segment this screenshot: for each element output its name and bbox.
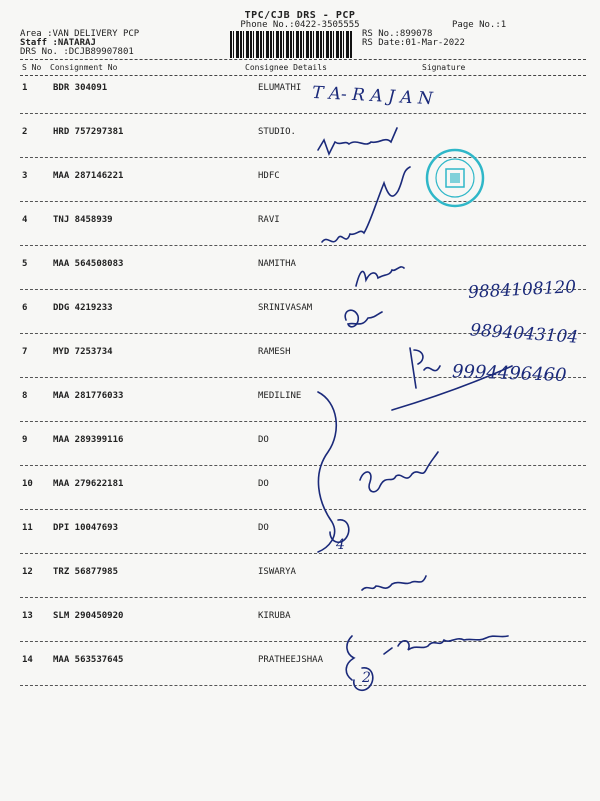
handwritten-phone-2: 9894043104 bbox=[469, 320, 579, 348]
row-consignment-no: MAA 563537645 bbox=[53, 655, 124, 665]
row-sno: 2 bbox=[22, 127, 28, 137]
row-divider bbox=[20, 113, 586, 114]
row-consignee-details: DO bbox=[258, 435, 269, 445]
table-row bbox=[0, 523, 600, 567]
row-consignee-details: MEDILINE bbox=[258, 391, 302, 401]
row-consignment-no: SLM 290450920 bbox=[53, 611, 124, 621]
row-consignee-details: KIRUBA bbox=[258, 611, 291, 621]
drs-number: DRS No. :DCJB89907801 bbox=[20, 47, 134, 57]
row-sno: 9 bbox=[22, 435, 28, 445]
row-sno: 7 bbox=[22, 347, 28, 357]
row-sno: 10 bbox=[22, 479, 33, 489]
staff-label: Staff :NATARAJ bbox=[20, 38, 96, 48]
column-header-signature: Signature bbox=[422, 63, 466, 72]
row-consignment-no: MAA 281776033 bbox=[53, 391, 124, 401]
sheet-title: TPC/CJB DRS - PCP bbox=[244, 10, 356, 21]
row-sno: 1 bbox=[22, 83, 28, 93]
row-consignee-details: DO bbox=[258, 523, 269, 533]
row-divider bbox=[20, 157, 586, 158]
row-consignment-no: MAA 564508083 bbox=[53, 259, 124, 269]
table-row bbox=[0, 215, 600, 259]
row-divider bbox=[20, 553, 586, 554]
table-row bbox=[0, 171, 600, 215]
table-row bbox=[0, 83, 600, 127]
row-consignment-no: DDG 4219233 bbox=[53, 303, 113, 313]
row-consignment-no: MAA 279622181 bbox=[53, 479, 124, 489]
row-sno: 4 bbox=[22, 215, 28, 225]
area-label: Area :VAN DELIVERY PCP bbox=[20, 29, 140, 39]
rs-number: RS No.:899078 bbox=[362, 29, 433, 39]
table-row bbox=[0, 611, 600, 655]
row-consignee-details: DO bbox=[258, 479, 269, 489]
row-divider bbox=[20, 685, 586, 686]
row-consignee-details: NAMITHA bbox=[258, 259, 296, 269]
row-consignment-no: HRD 757297381 bbox=[53, 127, 124, 137]
row-sno: 6 bbox=[22, 303, 28, 313]
row-sno: 8 bbox=[22, 391, 28, 401]
table-row bbox=[0, 479, 600, 523]
row-consignment-no: TNJ 8458939 bbox=[53, 215, 113, 225]
column-header-sno: S No bbox=[22, 63, 42, 72]
table-row bbox=[0, 435, 600, 479]
signature-row-1: T A- R A J A N bbox=[311, 82, 434, 110]
row-consignment-no: TRZ 56877985 bbox=[53, 567, 119, 577]
rs-date: RS Date:01-Mar-2022 bbox=[362, 38, 465, 48]
row-divider bbox=[20, 641, 586, 642]
circled-count-1: 4 bbox=[336, 537, 345, 553]
row-sno: 3 bbox=[22, 171, 28, 181]
table-row bbox=[0, 567, 600, 611]
row-divider bbox=[20, 421, 586, 422]
row-consignee-details: ELUMATHI bbox=[258, 83, 302, 93]
row-consignment-no: MAA 289399116 bbox=[53, 435, 124, 445]
row-consignee-details: STUDIO. bbox=[258, 127, 296, 137]
row-divider bbox=[20, 201, 586, 202]
table-row bbox=[0, 655, 600, 699]
row-sno: 5 bbox=[22, 259, 28, 269]
row-consignment-no: MAA 287146221 bbox=[53, 171, 124, 181]
column-header-consignment: Consignment No bbox=[50, 63, 118, 72]
row-divider bbox=[20, 597, 586, 598]
row-sno: 14 bbox=[22, 655, 33, 665]
row-consignee-details: RAMESH bbox=[258, 347, 291, 357]
page-number: Page No.:1 bbox=[452, 20, 507, 30]
row-consignee-details: PRATHEEJSHAA bbox=[258, 655, 324, 665]
row-consignee-details: ISWARYA bbox=[258, 567, 296, 577]
phone-number: Phone No.:0422-3505555 bbox=[240, 20, 360, 30]
row-sno: 13 bbox=[22, 611, 33, 621]
row-consignment-no: DPI 10047693 bbox=[53, 523, 119, 533]
row-consignee-details: HDFC bbox=[258, 171, 280, 181]
row-sno: 11 bbox=[22, 523, 33, 533]
column-header-details: Consignee Details bbox=[245, 63, 327, 72]
barcode bbox=[230, 31, 352, 58]
row-consignment-no: BDR 304091 bbox=[53, 83, 108, 93]
row-consignee-details: RAVI bbox=[258, 215, 280, 225]
circled-count-2: 2 bbox=[362, 670, 371, 686]
header-divider bbox=[20, 59, 586, 60]
handwritten-phone-1: 9884108120 bbox=[467, 277, 577, 303]
row-consignee-details: SRINIVASAM bbox=[258, 303, 313, 313]
row-consignment-no: MYD 7253734 bbox=[53, 347, 113, 357]
column-header-divider bbox=[20, 75, 586, 76]
handwritten-phone-3: 9994496460 bbox=[451, 361, 567, 386]
row-sno: 12 bbox=[22, 567, 33, 577]
row-divider bbox=[20, 245, 586, 246]
row-divider bbox=[20, 509, 586, 510]
row-divider bbox=[20, 465, 586, 466]
table-row bbox=[0, 127, 600, 171]
table-row bbox=[0, 391, 600, 435]
